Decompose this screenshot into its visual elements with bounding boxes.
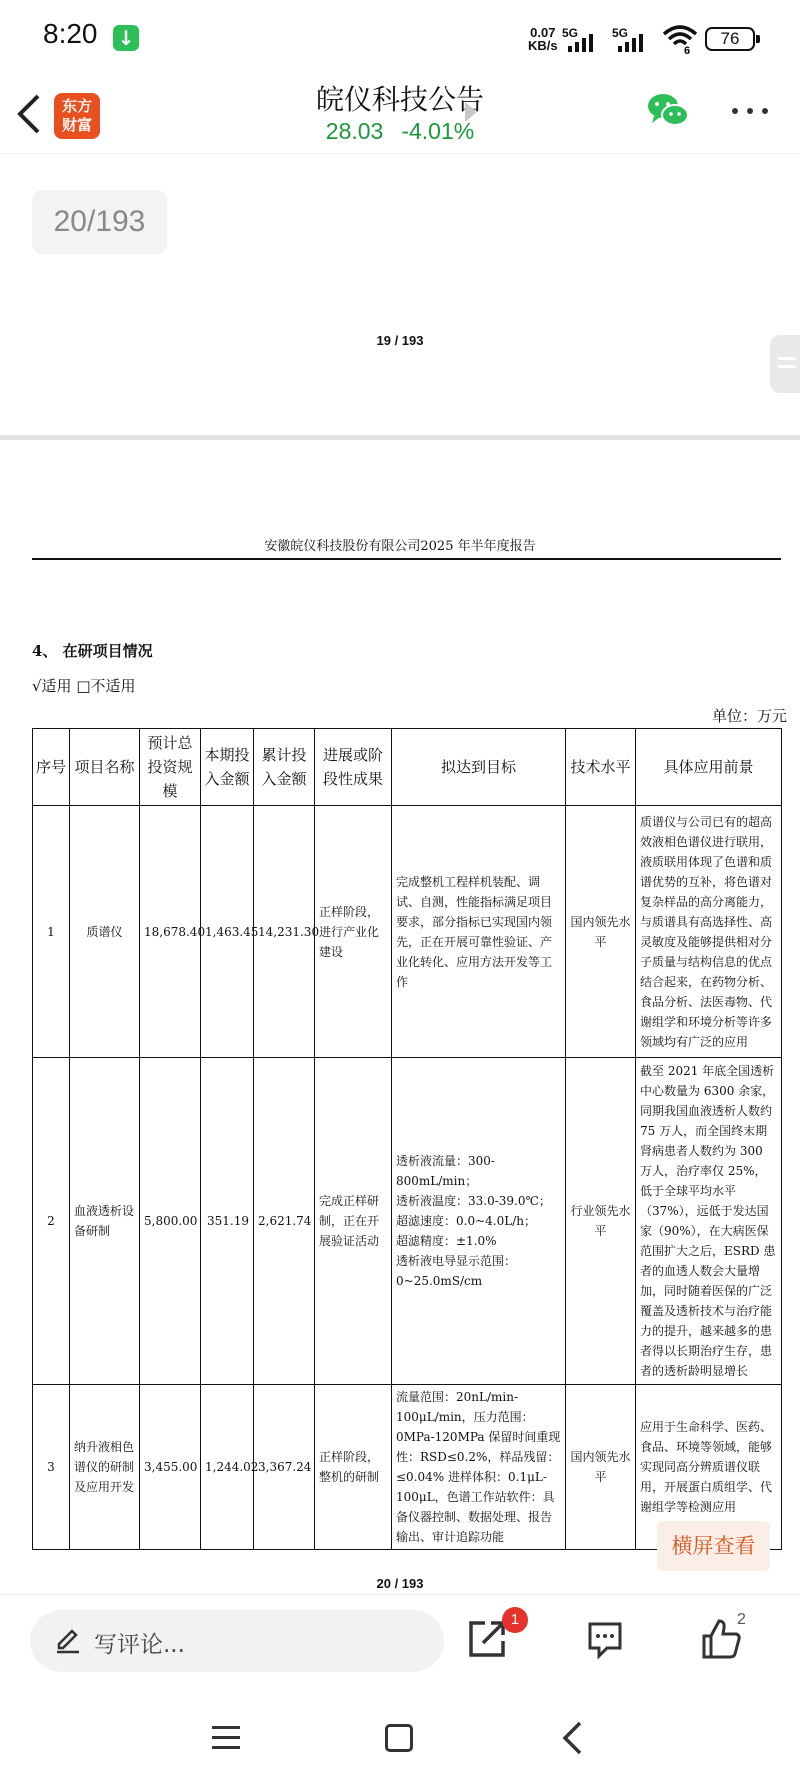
system-back-icon[interactable] <box>560 1720 584 1756</box>
cell-progress: 正样阶段，整机的研制 <box>315 1385 392 1550</box>
applicability-note: √适用 □不适用 <box>32 677 136 695</box>
cell-cumulative: 14,231.30 <box>254 806 315 1058</box>
research-projects-table <box>32 728 782 1550</box>
cell-no: 3 <box>33 1385 70 1550</box>
stock-price: 28.03 <box>325 118 384 144</box>
unit-label: 单位：万元 <box>712 707 788 725</box>
cell-level: 国内领先水平 <box>566 806 636 1058</box>
target-line: 透析液流量：300-800mL/min； <box>396 1154 495 1188</box>
bottom-action-bar <box>0 1594 800 1690</box>
cell-target <box>392 1058 566 1385</box>
cell-no: 2 <box>33 1058 70 1385</box>
network-speed <box>528 26 558 52</box>
target-line: 透析液电导显示范围：0~25.0mS/cm <box>396 1254 517 1288</box>
share-badge: 1 <box>502 1607 528 1633</box>
cell-progress: 完成正样研制，正在开展验证活动 <box>315 1058 392 1385</box>
previous-page-number: 19 / 193 <box>376 333 424 348</box>
network-type-label: 5G <box>562 26 579 40</box>
target-line: 超滤速度：0.0~4.0L/h； <box>396 1214 536 1228</box>
logo-line2: 财富 <box>61 116 92 134</box>
table-row <box>33 806 782 1058</box>
stock-change: -4.01% <box>401 118 475 144</box>
network-type-label-2: 5G <box>612 26 629 40</box>
cell-name: 质谱仪 <box>70 806 140 1058</box>
cell-target: 流量范围：20nL/min-100μL/min，压力范围：0MPa-120MPa 保留时间重现性：RSD≤0.2%，样品残留：≤0.04% 进样体积：0.1μL-100μL，色谱工作站软件：具备仪器控制、数据处理、报告输出、审计追踪功能 <box>392 1385 566 1550</box>
download-notification-icon: ↓ <box>113 25 139 51</box>
target-line: 透析液温度：33.0-39.0℃； <box>396 1194 551 1208</box>
header-target: 拟达到目标 <box>392 729 566 806</box>
table-header-row <box>33 729 782 806</box>
cell-total: 3,455.00 <box>140 1385 201 1550</box>
cell-current: 1,244.02 <box>201 1385 254 1550</box>
header-level: 技术水平 <box>566 729 636 806</box>
cell-prospect: 质谱仪与公司已有的超高效液相色谱仪进行联用，液质联用体现了色谱和质谱优势的互补，将色谱对复杂样品的高分离能力，与质谱具有高选择性、高灵敏度及能够提供相对分子质量与结构信息的优点结合起来，在药物分析、食品分析、法医毒物、代谢组学和环境分析等许多领域均有广泛的应用 <box>636 806 782 1058</box>
cell-name: 血液透析设备研制 <box>70 1058 140 1385</box>
cell-current: 1,463.45 <box>201 806 254 1058</box>
system-navigation-bar <box>0 1690 800 1778</box>
wifi-label: 6 <box>684 45 691 54</box>
header-name: 项目名称 <box>70 729 140 806</box>
header-no: 序号 <box>33 729 70 806</box>
section-title: 4、 在研项目情况 <box>32 642 153 660</box>
top-navigation <box>0 76 800 154</box>
comment-input[interactable] <box>30 1610 444 1672</box>
like-icon[interactable] <box>700 1617 742 1661</box>
header-cumulative: 累计投入金额 <box>254 729 315 806</box>
cell-total: 18,678.40 <box>140 806 201 1058</box>
landscape-view-button[interactable]: 横屏查看 <box>657 1521 770 1571</box>
cell-name: 纳升液相色谱仪的研制及应用开发 <box>70 1385 140 1550</box>
logo-line1: 东方 <box>61 97 92 115</box>
header-prospect: 具体应用前景 <box>636 729 782 806</box>
page-counter: 20/193 <box>32 190 167 254</box>
cell-level: 国内领先水平 <box>566 1385 636 1550</box>
header-progress: 进展或阶段性成果 <box>315 729 392 806</box>
header-divider <box>32 558 781 560</box>
current-page-number: 20 / 193 <box>376 1576 424 1591</box>
status-bar <box>0 0 800 76</box>
home-icon[interactable] <box>385 1724 413 1752</box>
page-title: 皖仪科技公告 <box>315 83 484 116</box>
side-panel-handle[interactable] <box>770 335 800 393</box>
cell-total: 5,800.00 <box>140 1058 201 1385</box>
recent-apps-icon[interactable] <box>212 1726 240 1750</box>
header-current: 本期投入金额 <box>201 729 254 806</box>
pen-icon <box>54 1627 82 1655</box>
more-options-icon[interactable] <box>730 96 770 126</box>
comment-placeholder: 写评论... <box>94 1632 185 1658</box>
wechat-share-icon[interactable] <box>646 90 690 130</box>
cell-prospect: 截至 2021 年底全国透析中心数量为 6300 余家，同期我国血液透析人数约 75 万人，而全国终末期肾病患者人数约为 300 万人，治疗率仅 25%，低于全球平均水平（37%），远低于发达国家（90%），在大病医保范围扩大之后，ESRD 患者的血透人数会大量增加，同时随着医保的广泛覆盖及透析技术与治疗能力的提升，越来越多的患者得以长期治疗生存，患者的透析龄明显增长 <box>636 1058 782 1385</box>
network-speed-value: 0.07 <box>530 25 556 40</box>
battery-icon: 76 <box>705 27 755 51</box>
target-line: 超滤精度：±1.0% <box>396 1234 497 1248</box>
network-speed-unit: KB/s <box>528 38 558 53</box>
page-separator <box>0 435 800 440</box>
comments-icon[interactable] <box>585 1619 625 1659</box>
cell-cumulative: 3,367.24 <box>254 1385 315 1550</box>
cell-level: 行业领先水平 <box>566 1058 636 1385</box>
report-header: 安徽皖仪科技股份有限公司2025 年半年度报告 <box>264 539 536 554</box>
cell-target: 完成整机工程样机装配、调试、自测，性能指标满足项目要求，部分指标已实现国内领先，正在开展可靠性验证、产业化转化、应用方法开发等工作 <box>392 806 566 1058</box>
table-row <box>33 1058 782 1385</box>
cell-progress: 正样阶段，进行产业化建设 <box>315 806 392 1058</box>
wifi-icon <box>662 24 698 54</box>
cell-prospect: 应用于生命科学、医药、食品、环境等领域，能够实现同高分辨质谱仪联用，开展蛋白质组学、代谢组学等检测应用 <box>636 1385 782 1550</box>
like-count: 2 <box>737 1611 746 1628</box>
status-time: 8:20 <box>43 18 98 49</box>
quote-expand-icon[interactable] <box>465 102 477 122</box>
header-total: 预计总投资规模 <box>140 729 201 806</box>
cell-current: 351.19 <box>201 1058 254 1385</box>
cell-cumulative: 2,621.74 <box>254 1058 315 1385</box>
cell-no: 1 <box>33 806 70 1058</box>
